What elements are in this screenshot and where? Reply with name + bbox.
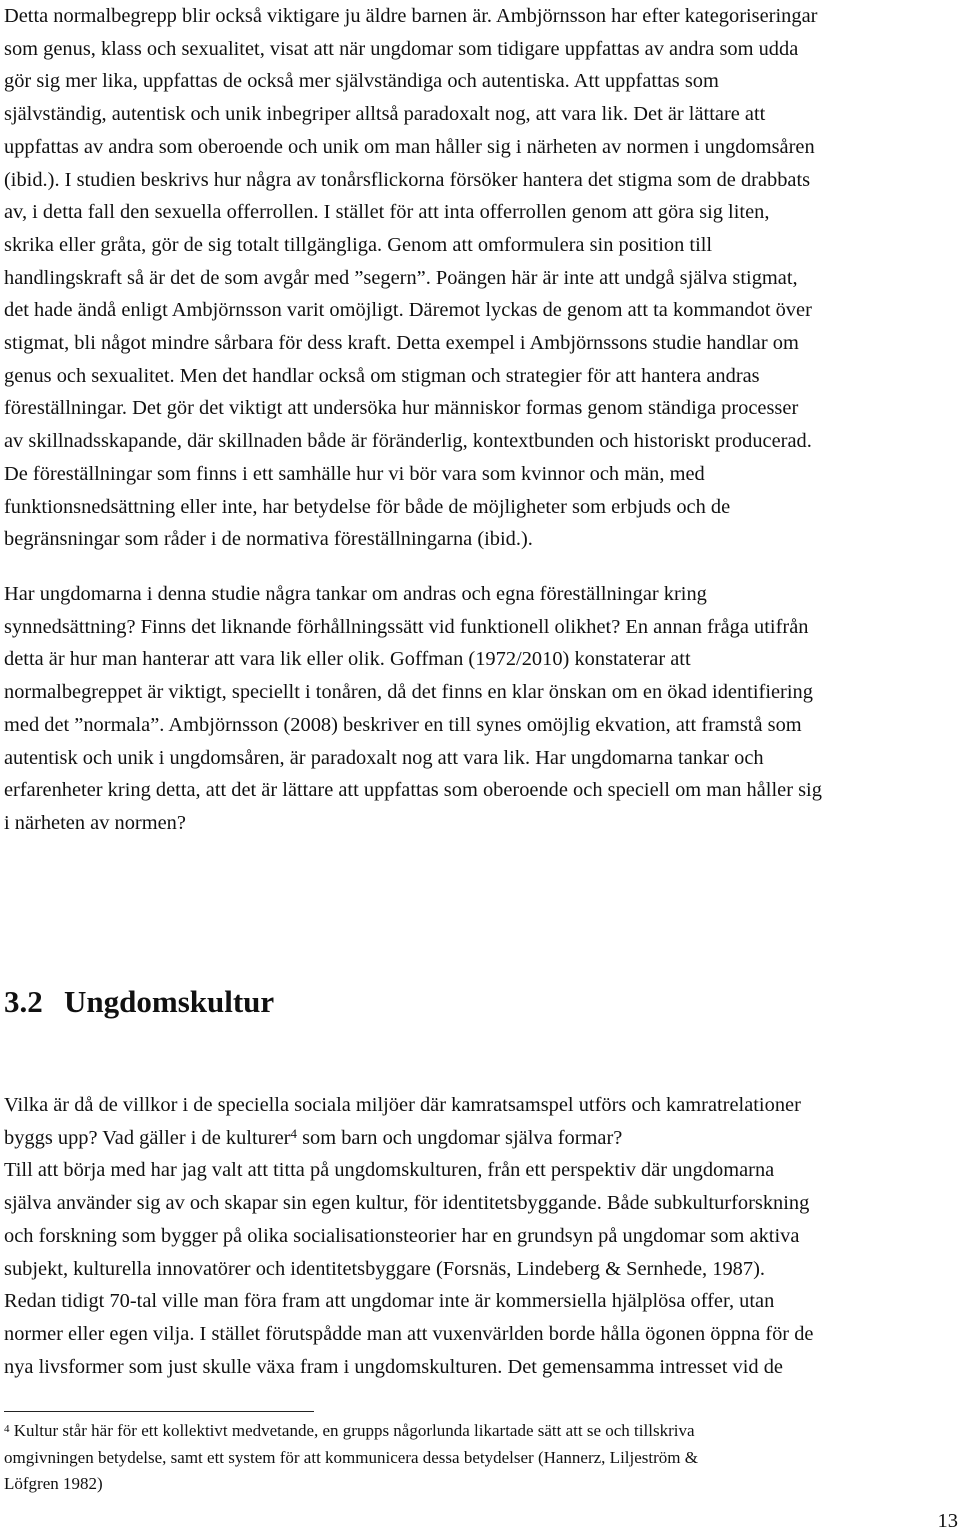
text-line: subjekt, kulturella innovatörer och identitetsbyggare (Forsnäs, Lindeberg & Sernhede, 1987). (4, 1257, 765, 1280)
section-number: 3.2 (4, 984, 43, 1019)
text-fragment: byggs upp? Vad gäller i de kulturer (4, 1126, 291, 1149)
text-line: med det ”normala”. Ambjörnsson (2008) beskriver en till synes omöjlig ekvation, att framstå som (4, 713, 802, 736)
text-line: genus och sexualitet. Men det handlar också om stigman och strategier för att hantera andras (4, 364, 760, 387)
text-line: föreställningar. Det gör det viktigt att undersöka hur människor formas genom ständiga processer (4, 397, 799, 420)
body-paragraph (4, 578, 960, 840)
text-line: skrika eller gråta, gör de sig totalt tillgängliga. Genom att omformulera sin position till (4, 233, 713, 256)
section-heading (4, 980, 274, 1024)
text-line: synnedsättning? Finns det liknande förhållningssätt vid funktionell olikhet? En annan fråga utifrån (4, 615, 809, 638)
text-line: Vilka är då de villkor i de speciella sociala miljöer där kamratsamspel utförs och kamratrelationer (4, 1094, 801, 1116)
text-line: Till att börja med har jag valt att titta på ungdomskulturen, från ett perspektiv där ungdomarna (4, 1159, 775, 1182)
text-line: normer eller egen vilja. I stället förutspådde man att vuxenvärlden borde hålla ögonen öppna för de (4, 1322, 814, 1345)
footnote (4, 1418, 698, 1498)
text-line: nya livsformer som just skulle växa fram i ungdomskulturen. Det gemensamma intresset vid de (4, 1355, 783, 1378)
text-line: erfarenheter kring detta, att det är lättare att uppfattas som oberoende och speciell om man håller sig (4, 779, 822, 802)
text-line: Detta normalbegrepp blir också viktigare ju äldre barnen är. Ambjörnsson har efter kategoriseringar (4, 5, 818, 27)
text-line: självständig, autentisk och unik inbegriper alltså paradoxalt nog, att vara lik. Det är lättare att (4, 103, 766, 126)
text-line: begränsningar som råder i de normativa föreställningarna (ibid.). (4, 528, 533, 551)
text-line: Redan tidigt 70-tal ville man föra fram att ungdomar inte är kommersiella hjälplösa offer, utan (4, 1290, 775, 1313)
text-line (4, 1122, 956, 1155)
text-line: själva använder sig av och skapar sin egen kultur, för identitetsbyggande. Både subkulturforskning (4, 1192, 810, 1215)
text-line: detta är hur man hanterar att vara lik eller olik. Goffman (1972/2010) konstaterar att (4, 648, 691, 671)
text-fragment: Kultur står här för ett kollektivt medvetande, en grupps någorlunda likartade sätt att se och tillskriva (9, 1421, 695, 1440)
text-line: De föreställningar som finns i ett samhälle hur vi bör vara som kvinnor och män, med (4, 462, 705, 485)
text-line: och forskning som bygger på olika socialisationsteorier har en grundsyn på ungdomar som aktiva (4, 1224, 800, 1247)
text-line: handlingskraft så är det de som avgår med ”segern”. Poängen här är inte att undgå själva stigmat, (4, 266, 798, 289)
footnote-reference: 4 (290, 1125, 297, 1141)
text-line: autentisk och unik i ungdomsåren, är paradoxalt nog att vara lik. Har ungdomarna tankar och (4, 746, 764, 769)
text-line: som genus, klass och sexualitet, visat att när ungdomar som tidigare uppfattas av andra som udda (4, 37, 799, 60)
body-paragraph (4, 0, 960, 556)
footnote-line (4, 1418, 698, 1445)
footnote-line: Löfgren 1982) (4, 1474, 103, 1493)
text-line: uppfattas av andra som oberoende och unik om man håller sig i närheten av normen i ungdomsåren (4, 135, 815, 158)
text-line: funktionsnedsättning eller inte, har betydelse för både de möjligheter som erbjuds och de (4, 495, 731, 518)
section-paragraph (4, 1089, 960, 1383)
section-title: Ungdomskultur (64, 984, 275, 1019)
text-line: gör sig mer lika, uppfattas de också mer självständiga och autentiska. Att uppfattas som (4, 70, 719, 93)
text-line: i närheten av normen? (4, 811, 186, 834)
text-line: normalbegreppet är viktigt, speciellt i tonåren, då det finns en klar önskan om en ökad identifiering (4, 681, 813, 704)
page-number: 13 (937, 1510, 958, 1532)
text-line: av, i detta fall den sexuella offerrollen. I stället för att inta offerrollen genom att göra sig liten, (4, 201, 770, 224)
text-line: (ibid.). I studien beskrivs hur några av tonårsflickorna försöker hantera det stigma som de drabbats (4, 168, 811, 191)
footnote-divider (4, 1411, 314, 1412)
text-line: stigmat, bli något mindre sårbara för dess kraft. Detta exempel i Ambjörnssons studie handlar om (4, 332, 799, 355)
text-line: av skillnadsskapande, där skillnaden både är föränderlig, kontextbunden och historiskt producerad. (4, 430, 812, 453)
text-line: Har ungdomarna i denna studie några tankar om andras och egna föreställningar kring (4, 583, 707, 605)
text-fragment: som barn och ungdomar själva formar? (296, 1126, 623, 1149)
footnote-marker: 4 (4, 1423, 10, 1435)
text-line: det hade ändå enligt Ambjörnsson varit omöjligt. Däremot lyckas de genom att ta kommandot över (4, 299, 812, 322)
footnote-line: omgivningen betydelse, samt ett system för att kommunicera dessa betydelser (Hannerz, Liljeström & (4, 1447, 698, 1467)
